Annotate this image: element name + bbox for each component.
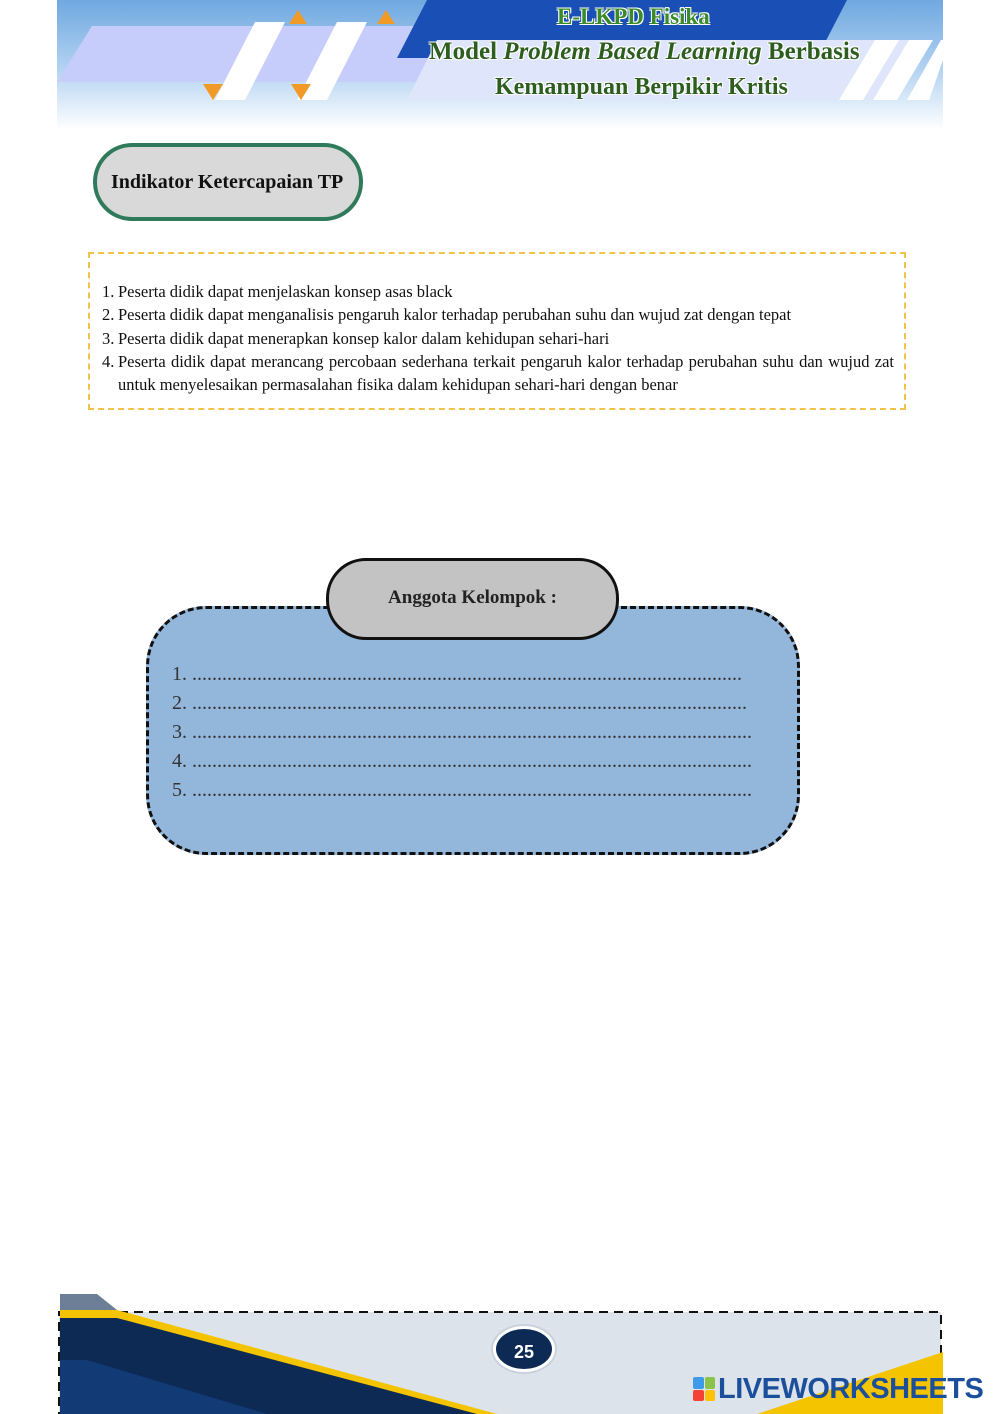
header-title-berbasis: Berbasis [761,38,860,65]
indikator-list-box [88,252,906,410]
indikator-item: 4. Peserta didik dapat merancang percobaan sederhana terkait pengaruh kalor terhadap perubahan suhu dan wujud zat untuk menyelesaikan permasalahan fisika dalam kehidupan sehari-hari dengan benar [102,351,894,395]
member-entry-4[interactable]: 4. ................................................................................................................ [172,750,752,772]
page-number-badge: 25 [493,1326,555,1372]
liveworksheets-logo[interactable] [693,1372,983,1406]
header-title-pbl: Problem Based Learning [503,38,762,65]
indikator-title-pill [93,143,363,221]
indikator-list [102,280,894,396]
member-entry-5[interactable]: 5. ................................................................................................................ [172,779,752,801]
liveworksheets-icon [693,1377,715,1401]
liveworksheets-logo-text: LIVEWORKSHEETS [718,1372,984,1405]
anggota-kelompok-tab [326,558,619,640]
indikator-item: 3. Peserta didik dapat menerapkan konsep kalor dalam kehidupan sehari-hari [102,328,610,348]
header-title-line1: E-LKPD Fisika [557,4,710,29]
indikator-item: 2. Peserta didik dapat menganalisis pengaruh kalor terhadap perubahan suhu dan wujud zat dengan tepat [102,305,792,325]
header-banner [57,0,943,130]
header-title-line3: Kemampuan Berpikir Kritis [495,74,788,100]
header-title-model: Model [429,38,504,65]
anggota-kelompok-title: Anggota Kelompok : [388,587,557,608]
indikator-item: 1. Peserta didik dapat menjelaskan konsep asas black [102,282,453,301]
member-entry-1[interactable]: 1. .............................................................................................................. [172,663,742,685]
member-entry-2[interactable]: 2. ............................................................................................................... [172,692,747,714]
header-title-line2 [429,38,860,66]
indikator-title: Indikator Ketercapaian TP [111,171,344,193]
member-entry-3[interactable]: 3. ................................................................................................................ [172,721,752,743]
member-list [172,660,802,805]
